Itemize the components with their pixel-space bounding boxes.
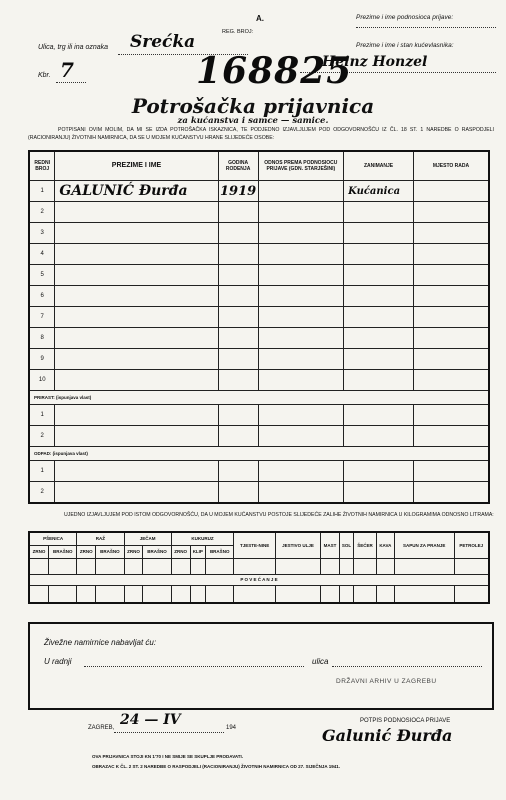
- occupation-cell[interactable]: [344, 202, 414, 223]
- reserve-cell[interactable]: [49, 585, 77, 603]
- table-row: [29, 461, 489, 482]
- birth-year-cell[interactable]: [218, 349, 258, 370]
- reserve-cell[interactable]: [143, 558, 171, 574]
- city-label: ZAGREB,: [88, 725, 115, 731]
- table-row: [29, 181, 489, 202]
- reserve-sub-barley-grain: ZRNO: [124, 545, 143, 558]
- occupation-cell[interactable]: [344, 265, 414, 286]
- applicant-line: [356, 27, 496, 28]
- col-header-workplace: MJESTO RADA: [413, 151, 489, 181]
- blank-cell[interactable]: [413, 405, 489, 426]
- blank-cell[interactable]: [344, 405, 414, 426]
- reserve-sub-barley-flour: BRAŠNO: [143, 545, 171, 558]
- reserve-increase-values-row: [29, 585, 489, 603]
- birth-year-cell[interactable]: [218, 244, 258, 265]
- person-name-cell[interactable]: [55, 244, 218, 265]
- blank-cell[interactable]: [344, 482, 414, 503]
- blank-cell[interactable]: [258, 405, 344, 426]
- blank-cell[interactable]: [218, 426, 258, 447]
- blank-cell[interactable]: [413, 482, 489, 503]
- blank-cell[interactable]: [258, 426, 344, 447]
- reserve-cell[interactable]: [275, 585, 320, 603]
- reserve-cell[interactable]: [29, 585, 49, 603]
- reserve-increase-row: [29, 574, 489, 585]
- applicant-label: Prezime i ime podnosioca prijave:: [356, 14, 454, 21]
- reserve-group-lard: MAST: [321, 532, 340, 558]
- relation-cell[interactable]: [258, 370, 344, 391]
- blank-cell[interactable]: [344, 461, 414, 482]
- row-number: 9: [29, 349, 55, 370]
- relation-cell[interactable]: [258, 265, 344, 286]
- workplace-cell[interactable]: [413, 265, 489, 286]
- person-name-cell[interactable]: [55, 223, 218, 244]
- reserve-cell[interactable]: [321, 558, 340, 574]
- regulation-note: OBRAZAC K ČL. 2 ST. 2 NAREDBE O RASPODJELI (RACIONIRANJU) ŽIVOTNIH NAMIRNICA OD 27. SIJEČNJA 1941.: [92, 764, 340, 769]
- person-name-cell[interactable]: [55, 328, 218, 349]
- occupation-cell[interactable]: [344, 370, 414, 391]
- tenant-value: Heinz Honzel: [322, 54, 428, 70]
- reserve-cell[interactable]: [321, 585, 340, 603]
- reserve-sub-corn-cob: KLIP: [190, 545, 206, 558]
- col-header-relation: ODNOS PREMA PODNOSIOCU PRIJAVE (GDN. STARJEŠINI): [258, 151, 344, 181]
- blank-cell[interactable]: [258, 482, 344, 503]
- table-row: [29, 244, 489, 265]
- col-header-name: PREZIME I IME: [55, 151, 218, 181]
- reserve-cell[interactable]: [394, 585, 454, 603]
- reserve-cell[interactable]: [190, 585, 206, 603]
- relation-cell[interactable]: [258, 202, 344, 223]
- reserve-sub-wheat-grain: ZRNO: [29, 545, 49, 558]
- tenant-label: Prezime i ime i stan kućevlasnika:: [356, 42, 454, 49]
- supply-street-line[interactable]: [332, 666, 482, 667]
- reserve-cell[interactable]: [124, 585, 143, 603]
- birth-year-cell[interactable]: 1919: [218, 181, 258, 202]
- blank-cell[interactable]: [413, 461, 489, 482]
- reserve-group-soap: SAPUN ZA PRANJE: [394, 532, 454, 558]
- removal-section-row: [29, 447, 489, 461]
- row-number: 2: [29, 482, 55, 503]
- workplace-cell[interactable]: [413, 202, 489, 223]
- form-letter: A.: [256, 14, 264, 23]
- reserves-statement: UJEDNO IZJAVLJUJEM POD ISTOM ODGOVORNOŠĆU, DA U MOJEM KUĆANSTVU POSTOJE SLIJEDEĆE ZALIHE ŽIVOTNIH NAMIRNICA U KILOGRAMIMA ODNOSNO LITRAMA:: [64, 512, 494, 518]
- signature-label: POTPIS PODNOSIOCA PRIJAVE: [360, 718, 451, 724]
- archive-stamp: DRŽAVNI ARHIV U ZAGREBU: [336, 678, 437, 685]
- registration-number: 168825: [196, 50, 353, 92]
- row-number: 2: [29, 426, 55, 447]
- workplace-cell[interactable]: [413, 307, 489, 328]
- reserve-group-corn: KUKURUZ: [171, 532, 234, 545]
- food-reserves-table: [28, 531, 490, 604]
- person-name-cell[interactable]: [55, 286, 218, 307]
- reserve-values-row: [29, 558, 489, 574]
- reserve-cell[interactable]: [96, 585, 124, 603]
- birth-year-cell[interactable]: [218, 223, 258, 244]
- blank-cell[interactable]: [413, 426, 489, 447]
- reserve-sub-corn-flour: BRAŠNO: [206, 545, 234, 558]
- blank-cell[interactable]: [218, 461, 258, 482]
- reserve-sub-wheat-flour: BRAŠNO: [49, 545, 77, 558]
- reserve-cell[interactable]: [376, 585, 394, 603]
- reserve-group-salt: SOL: [340, 532, 354, 558]
- reg-number-label: REG. BROJ:: [222, 29, 254, 35]
- blank-cell[interactable]: [218, 405, 258, 426]
- reserve-cell[interactable]: [340, 585, 354, 603]
- reserve-group-petroleum: PETROLEJ: [454, 532, 489, 558]
- person-name-cell[interactable]: GALUNIĆ Đurđa: [55, 181, 218, 202]
- table-row: [29, 202, 489, 223]
- relation-cell[interactable]: [258, 181, 344, 202]
- table-row: [29, 426, 489, 447]
- person-name-cell[interactable]: [55, 370, 218, 391]
- household-members-table: [28, 150, 490, 504]
- year-suffix: 194: [226, 725, 237, 731]
- table-row: [29, 328, 489, 349]
- row-number: 8: [29, 328, 55, 349]
- price-note: OVA PRIJAVNICA STOJI KN 1'70 I NE SMIJE SE SKUPLJE PRODAVATI.: [92, 754, 244, 759]
- reserve-group-row: [29, 532, 489, 545]
- occupation-cell[interactable]: [344, 307, 414, 328]
- date-line: [114, 732, 224, 733]
- col-header-number: REDNI BROJ: [29, 151, 55, 181]
- row-number: 6: [29, 286, 55, 307]
- reserve-sub-corn-grain: ZRNO: [171, 545, 190, 558]
- table-row: [29, 482, 489, 503]
- reserve-cell[interactable]: [354, 585, 377, 603]
- occupation-cell[interactable]: Kućanica: [344, 181, 414, 202]
- street-value: Srećka: [130, 32, 196, 52]
- house-number-value: 7: [60, 58, 74, 82]
- reserve-cell[interactable]: [354, 558, 377, 574]
- row-number: 4: [29, 244, 55, 265]
- workplace-cell[interactable]: [413, 181, 489, 202]
- reserve-cell[interactable]: [206, 558, 234, 574]
- row-number: 1: [29, 181, 55, 202]
- birth-year-cell[interactable]: [218, 265, 258, 286]
- supply-box: [28, 622, 494, 710]
- col-header-occupation: ZANIMANJE: [344, 151, 414, 181]
- row-number: 3: [29, 223, 55, 244]
- form-title: Potrošačka prijavnica: [131, 94, 375, 118]
- supply-street-label: ulica: [312, 657, 329, 666]
- form-subtitle: za kućanstva i samce — samice.: [177, 116, 329, 126]
- reserve-cell[interactable]: [171, 558, 190, 574]
- reserve-cell[interactable]: [124, 558, 143, 574]
- person-name-cell[interactable]: [55, 265, 218, 286]
- person-name-cell[interactable]: [55, 349, 218, 370]
- reserve-cell[interactable]: [143, 585, 171, 603]
- row-number: 1: [29, 405, 55, 426]
- reserve-cell[interactable]: [454, 558, 489, 574]
- reserve-sub-rye-flour: BRAŠNO: [96, 545, 124, 558]
- birth-year-cell[interactable]: [218, 307, 258, 328]
- reserve-cell[interactable]: [171, 585, 190, 603]
- workplace-cell[interactable]: [413, 349, 489, 370]
- reserve-group-barley: JEČAM: [124, 532, 171, 545]
- street-label: Ulica, trg ili ina oznaka: [38, 44, 109, 51]
- reserve-group-wheat: PŠENICA: [29, 532, 77, 545]
- reserve-cell[interactable]: [77, 585, 96, 603]
- workplace-cell[interactable]: [413, 286, 489, 307]
- house-number-line: [56, 82, 86, 83]
- blank-cell[interactable]: [218, 482, 258, 503]
- reserve-cell[interactable]: [234, 585, 276, 603]
- birth-year-cell[interactable]: [218, 202, 258, 223]
- reserve-cell[interactable]: [275, 558, 320, 574]
- reserve-cell[interactable]: [96, 558, 124, 574]
- workplace-cell[interactable]: [413, 328, 489, 349]
- house-number-label: Kbr.: [38, 72, 51, 79]
- reserve-cell[interactable]: [376, 558, 394, 574]
- reserve-cell[interactable]: [234, 558, 276, 574]
- relation-cell[interactable]: [258, 349, 344, 370]
- reserve-cell[interactable]: [340, 558, 354, 574]
- reserve-cell[interactable]: [29, 558, 49, 574]
- blank-cell[interactable]: [258, 461, 344, 482]
- table-row: [29, 265, 489, 286]
- signature-value: Galunić Đurđa: [322, 726, 453, 745]
- blank-cell[interactable]: [55, 405, 218, 426]
- blank-cell[interactable]: [344, 426, 414, 447]
- row-number: 7: [29, 307, 55, 328]
- relation-cell[interactable]: [258, 223, 344, 244]
- table-row: [29, 349, 489, 370]
- reserve-cell[interactable]: [206, 585, 234, 603]
- reserve-cell[interactable]: [394, 558, 454, 574]
- workplace-cell[interactable]: [413, 370, 489, 391]
- relation-cell[interactable]: [258, 286, 344, 307]
- blank-cell[interactable]: [55, 426, 218, 447]
- date-value: 24 — IV: [120, 712, 181, 728]
- reserve-group-coffee: KAVA: [376, 532, 394, 558]
- reserve-group-sugar: ŠEĆER: [354, 532, 377, 558]
- row-number: 2: [29, 202, 55, 223]
- occupation-cell[interactable]: [344, 244, 414, 265]
- intro-statement: POTPISANI OVIM MOLIM, DA MI SE IZDA POTROŠAČKA ISKAZNICA, TE PODJEDNO IZJAVLJUJEM POD ODGOVORNOŠĆU IZ ČL. 18 ST. 1 NAREDBE O RASPODJELI (RACIONIRANJU) ŽIVOTNIH NAMIRNICA, DA SE U MOJEM KUĆANSTVU HRANE SLIJEDEĆE OSOBE:: [28, 127, 494, 141]
- person-name-cell[interactable]: [55, 202, 218, 223]
- row-number: 5: [29, 265, 55, 286]
- workplace-cell[interactable]: [413, 223, 489, 244]
- blank-cell[interactable]: [55, 461, 218, 482]
- removal-label: ODPAD: (ispunjava vlast): [29, 447, 489, 461]
- reserve-group-pasta: TJESTE-NINE: [234, 532, 276, 558]
- occupation-cell[interactable]: [344, 223, 414, 244]
- row-number: 1: [29, 461, 55, 482]
- birth-year-cell[interactable]: [218, 328, 258, 349]
- addition-section-row: [29, 391, 489, 405]
- addition-label: PRIRAST: (ispunjava vlast): [29, 391, 489, 405]
- table-row: [29, 370, 489, 391]
- workplace-cell[interactable]: [413, 244, 489, 265]
- table-row: [29, 223, 489, 244]
- birth-year-cell[interactable]: [218, 370, 258, 391]
- table-row: [29, 405, 489, 426]
- col-header-birth-year: GODINA RODENJA: [218, 151, 258, 181]
- person-name-cell[interactable]: [55, 307, 218, 328]
- birth-year-cell[interactable]: [218, 286, 258, 307]
- relation-cell[interactable]: [258, 307, 344, 328]
- supply-shop-label: U radnji: [44, 657, 72, 666]
- occupation-cell[interactable]: [344, 349, 414, 370]
- table-row: [29, 286, 489, 307]
- reserve-sub-rye-grain: ZRNO: [77, 545, 96, 558]
- occupation-cell[interactable]: [344, 286, 414, 307]
- table-row: [29, 307, 489, 328]
- row-number: 10: [29, 370, 55, 391]
- supply-shop-line[interactable]: [84, 666, 304, 667]
- relation-cell[interactable]: [258, 244, 344, 265]
- supply-title: Živežne namirnice nabavljat ću:: [44, 638, 157, 647]
- reserve-cell[interactable]: [190, 558, 206, 574]
- table-header-row: [29, 151, 489, 181]
- reserve-cell[interactable]: [77, 558, 96, 574]
- blank-cell[interactable]: [55, 482, 218, 503]
- reserve-group-rye: RAŽ: [77, 532, 124, 545]
- reserve-cell[interactable]: [454, 585, 489, 603]
- reserve-increase-label: P O V E Ć A N J E: [29, 574, 489, 585]
- reserve-cell[interactable]: [49, 558, 77, 574]
- relation-cell[interactable]: [258, 328, 344, 349]
- reserve-group-oil: JESTIVO ULJE: [275, 532, 320, 558]
- occupation-cell[interactable]: [344, 328, 414, 349]
